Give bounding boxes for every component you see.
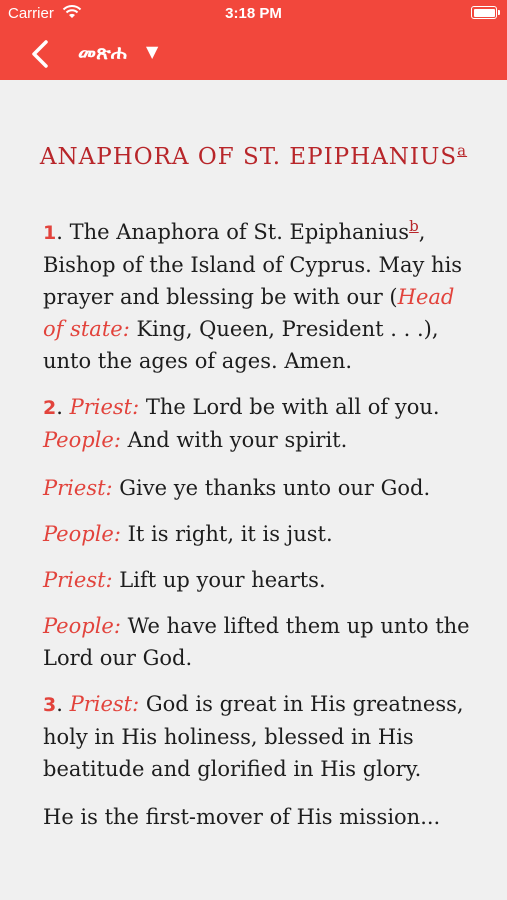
paragraph-4-partial: He is the first-mover of His mission... <box>43 805 441 829</box>
status-bar <box>0 0 507 28</box>
paragraph-2c: People: It is right, it is just. <box>43 522 333 546</box>
navigation-bar <box>0 28 507 80</box>
paragraph-2e: People: We have lifted them up unto the Lord our God. <box>43 614 470 670</box>
status-time: 3:18 PM <box>225 5 282 22</box>
book-title-menu[interactable]: መጽሐ <box>78 40 127 64</box>
role-label: Head of state: <box>43 285 455 341</box>
verse-number: 1 <box>43 222 57 244</box>
title-text: ANAPHORA OF ST. EPIPHANIUS <box>39 144 458 170</box>
role-label: Priest: <box>43 476 113 500</box>
footnote-link-b[interactable]: b <box>409 217 419 235</box>
role-label: Priest: <box>43 568 113 592</box>
paragraph-2d: Priest: Lift up your hearts. <box>43 568 326 592</box>
role-label: People: <box>43 522 121 546</box>
footnote-link-a[interactable]: a <box>457 141 468 160</box>
battery-icon <box>471 6 497 19</box>
verse-number: 2 <box>43 397 57 419</box>
carrier-label: Carrier <box>8 5 54 22</box>
role-label: Priest: <box>69 692 140 716</box>
role-label: People: <box>43 428 121 452</box>
reading-content[interactable] <box>0 80 507 900</box>
role-label: People: <box>43 614 121 638</box>
verse-number: 3 <box>43 694 57 716</box>
role-label: Priest: <box>69 395 140 419</box>
back-chevron-icon[interactable] <box>26 38 56 70</box>
paragraph-2: 2. Priest: The Lord be with all of you. People: And with your spirit. <box>43 395 440 452</box>
paragraph-3: 3. Priest: God is great in His greatness, holy in His holiness, blessed in His beatitude and glorified in His glory. <box>43 692 464 781</box>
paragraph-1: 1. The Anaphora of St. Epiphanius$^b$, Bishop of the Island of Cyprus. May his prayer and blessing be with our (Head of state: King, Queen, President . . .), unto the ages of ages. Amen. <box>43 217 463 373</box>
anaphora-title <box>20 138 487 176</box>
dropdown-triangle-icon[interactable]: ▼ <box>146 42 159 61</box>
paragraph-2b: Priest: Give ye thanks unto our God. <box>43 476 431 500</box>
